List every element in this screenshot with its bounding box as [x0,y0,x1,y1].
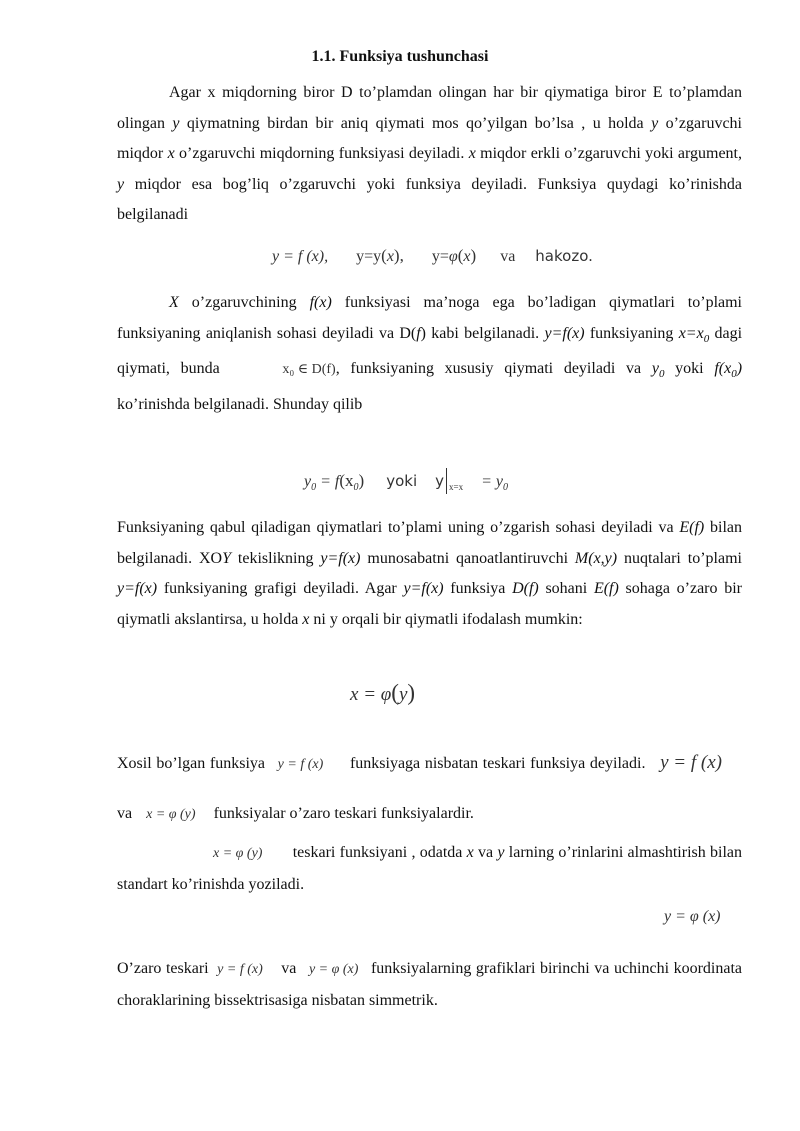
paragraph-inverse-function [117,738,742,839]
word-yoki: yoki [386,472,418,490]
var-Mxy: M(x,y) [574,549,618,567]
paren: ) [736,360,743,378]
var-fx: f(x) [309,294,332,311]
formula-notations [272,246,593,266]
paragraph-range-graph [117,513,742,635]
paragraph-standard-form [117,838,742,900]
var-y: y [398,684,408,705]
var-f: f [416,324,421,342]
var-x: x [468,145,476,162]
var-y: y [117,175,125,193]
var-xx0: x=x [678,324,704,342]
var-Y: Y [222,549,232,567]
text: Agar x miqdorning biror D to’plamdan olingan har bir qiymatiga biror E to’plamdan olingan [117,84,742,132]
text: qiymatning birdan bir aniq qiymati mos qo’yilgan bo’lsa , u holda [179,114,652,132]
var-x: x [386,248,394,265]
text: funksiyalarning grafiklari birinchi va uchinchi koordinata choraklarining bissektrisasiga nisbatan simmetrik. [117,960,743,1009]
eq-y0: = y [481,473,503,490]
text: miqdor erkli o’zgaruvchi yoki argument, [475,145,743,162]
paragraph-domain [117,288,742,420]
text: funksiyaga nisbatan teskari funksiya deyiladi. [345,755,651,772]
text: tekislikning [231,549,321,567]
text: funksiya [443,580,513,597]
eq-y-phi: y= [431,248,449,265]
paren: ) [358,471,365,490]
text: O’zaro teskari [117,960,214,977]
var-X: X [169,294,179,311]
paren: ( [457,246,464,265]
var-x: x [350,684,359,705]
formula-particular-value [304,468,508,494]
text: funksiyaning grafigi deyiladi. Agar [157,580,404,597]
paragraph-definition [117,78,742,231]
text: o’zgaruvchi miqdorning funksiyasi deyiladi. [174,145,469,162]
formula-standard-inverse [664,908,721,926]
text: ) kabi belgilanadi. [420,324,545,342]
var-x: x [167,145,175,162]
evaluation-bar [446,468,447,494]
text: dagi qiymati, bunda [117,324,743,378]
section-title: 1.1. Funksiya tushunchasi [311,48,489,65]
paren: ( [381,246,387,265]
var-y: y [497,844,505,861]
subscript: 0 [353,482,359,494]
var-Ef: E(f) [679,519,705,536]
text: funksiyasi ma’noga ega bo’ladigan qiymatlari to’plami funksiyaning aniqlanish sohasi deyiladi va D( [117,294,742,342]
var-x: x [302,610,310,628]
text: miqdor esa bog’liq o’zgaruvchi yoki funksiya deyiladi. Funksiya quydagi ko’rinishda belgilanadi [117,175,742,223]
eq-y-f-x: y = f (x) [217,962,263,977]
text: va [276,960,301,977]
subscript: 0 [503,482,508,494]
subscript: 0 [311,482,317,494]
eq-y-f-x-large: y = f (x) [660,752,722,773]
bar-subscript: x=x [449,482,464,493]
text: , funksiyaning xususiy qiymati deyiladi va [335,360,652,378]
subscript: 0 [703,332,710,345]
text: sohaga o’zaro bir qiymatli akslantirsa, u holda [117,580,742,628]
paren: ) [407,680,416,705]
eq-y-f-x: y = f (x) [277,757,324,772]
var-yfx: y=f(x) [117,580,158,597]
text: va [473,844,498,861]
paren: ), [393,246,404,265]
var-fx0: f(x [714,360,732,378]
word-hakozo: hakozo. [535,247,593,265]
eq-y-y: y=y [356,248,382,265]
paragraph-symmetry [117,954,742,1016]
formula-inverse-expression [350,680,415,706]
text: Xosil bo’lgan funksiya [117,755,270,772]
eq-x-phi-y: x = φ (y) [213,846,263,861]
var-y0: y [651,360,659,378]
var-Df: D(f) [512,580,539,597]
eq-x0-in-domain: x₀ ∈ D(f) [282,362,336,378]
phi-symbol: φ [448,248,458,265]
eq-phi: = φ [363,684,392,705]
eq-y-phi-x: y = φ (x) [308,962,359,977]
text: yoki [664,360,715,378]
eq-f: = f [320,473,340,490]
text: larning o’rinlarini almashtirish bilan standart ko’rinishda yoziladi. [117,844,743,893]
var-yfx: y=f(x) [544,324,585,342]
var-yfx: y=f(x) [403,580,444,597]
text: Funksiyaning qabul qiladigan qiymatlari to’plami uning o’zgarish sohasi deyiladi va [117,519,680,536]
var-y: y [172,114,180,132]
subscript: 0 [658,368,665,381]
text: sohani [538,580,594,597]
text: o’zgaruvchi miqdor [117,114,742,162]
var-x: x [466,844,474,861]
var-yfx: y=f(x) [320,549,361,567]
subscript: 0 [731,368,737,381]
var-y: y [304,473,312,490]
paren: ( [391,680,399,705]
eq-x-phi-y: x = φ (y) [146,807,196,822]
text: nuqtalari to’plami [617,549,742,567]
paren-x: (x [339,471,354,490]
eq-y-phi-x: y = φ (x) [664,908,721,925]
var-y: y [651,114,659,132]
text: teskari funksiyani , odatda [288,844,467,861]
text: bilan belgilanadi. XO [117,519,742,567]
text: va [117,805,137,822]
var-Ef: E(f) [593,580,619,597]
word-va: va [500,248,516,265]
paren: ) [470,246,477,265]
eq-y-f-x: y = f (x), [272,248,329,265]
text: funksiyalar o’zaro teskari funksiyalardir. [209,805,474,822]
var-y: y [435,472,445,490]
text: funksiyaning [584,324,679,342]
text: ni y orqali bir qiymatli ifodalash mumkin: [309,610,583,628]
var-x: x [463,248,471,265]
text: munosabatni qanoatlantiruvchi [360,549,575,567]
text: o’zgaruvchining [178,294,310,311]
text: ko’rinishda belgilanadi. Shunday qilib [117,395,363,413]
